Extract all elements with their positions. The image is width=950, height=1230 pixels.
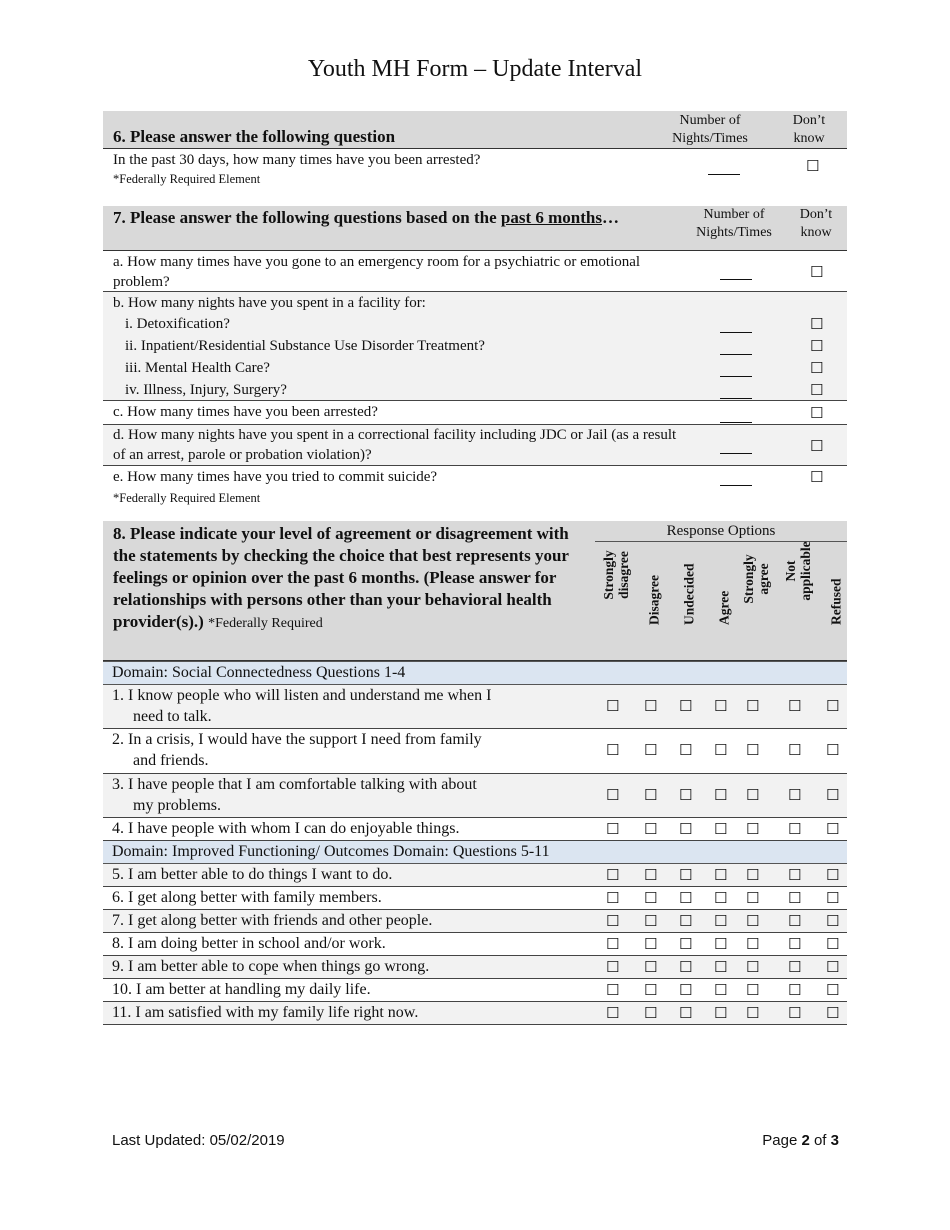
item-b-sub-ii: ii. Inpatient/Residential Substance Use Disorder Treatment? <box>125 338 485 354</box>
checkbox-refused[interactable]: ☐ <box>826 981 840 999</box>
section-7-item-d <box>103 425 847 466</box>
checkbox-refused[interactable]: ☐ <box>826 958 840 976</box>
checkbox-strongly-disagree[interactable]: ☐ <box>606 786 620 804</box>
number-input[interactable] <box>720 484 752 486</box>
checkbox-agree[interactable]: ☐ <box>714 981 728 999</box>
checkbox-refused[interactable]: ☐ <box>826 889 840 907</box>
checkbox-strongly-disagree[interactable]: ☐ <box>606 697 620 715</box>
col-dont-know: Don’t know <box>799 207 833 240</box>
checkbox-strongly-disagree[interactable]: ☐ <box>606 741 620 759</box>
dont-know-checkbox[interactable]: ☐ <box>810 359 824 377</box>
option-not-applicable-label: Not applicable <box>783 541 813 601</box>
col-number-of-nights: Number of Nights/Times <box>696 207 772 240</box>
checkbox-strongly-agree[interactable]: ☐ <box>746 935 760 953</box>
statement-text: 9. I am better able to cope when things go wrong. <box>112 958 430 975</box>
dont-know-checkbox[interactable]: ☐ <box>810 315 824 333</box>
dont-know-checkbox[interactable]: ☐ <box>810 468 824 486</box>
number-input[interactable] <box>720 421 752 423</box>
federal-note: *Federally Required Element <box>113 172 261 186</box>
checkbox-refused[interactable]: ☐ <box>826 1004 840 1022</box>
checkbox-disagree[interactable]: ☐ <box>644 981 658 999</box>
checkbox-disagree[interactable]: ☐ <box>644 697 658 715</box>
checkbox-strongly-agree[interactable]: ☐ <box>746 866 760 884</box>
checkbox-strongly-agree[interactable]: ☐ <box>746 912 760 930</box>
section-6-table <box>103 111 847 195</box>
section-8-header <box>103 521 847 661</box>
statement-row <box>103 685 847 729</box>
section-6-question: 6. Please answer the following question <box>113 127 396 146</box>
statement-row <box>103 956 847 979</box>
checkbox-undecided[interactable]: ☐ <box>679 697 693 715</box>
checkbox-disagree[interactable]: ☐ <box>644 958 658 976</box>
item-text: In the past 30 days, how many times have you been arrested? <box>113 152 481 168</box>
statement-row <box>103 910 847 933</box>
checkbox-refused[interactable]: ☐ <box>826 786 840 804</box>
number-input[interactable] <box>720 397 752 399</box>
checkbox-agree[interactable]: ☐ <box>714 889 728 907</box>
section-7-header <box>103 206 847 251</box>
dont-know-checkbox[interactable]: ☐ <box>810 337 824 355</box>
statement-text: 6. I get along better with family members. <box>112 889 382 906</box>
number-input[interactable] <box>720 375 752 377</box>
section-8-table <box>103 521 847 1025</box>
item-a-text: a. How many times have you gone to an emergency room for a psychiatric or emotional problem? <box>113 254 641 290</box>
statement-row <box>103 933 847 956</box>
page-title: Youth MH Form – Update Interval <box>307 56 643 82</box>
last-updated: Last Updated: 05/02/2019 <box>112 1132 285 1149</box>
checkbox-not-applicable[interactable]: ☐ <box>788 866 802 884</box>
col-dont-know: Don’t know <box>792 113 826 146</box>
statement-row <box>103 887 847 910</box>
checkbox-disagree[interactable]: ☐ <box>644 741 658 759</box>
checkbox-not-applicable[interactable]: ☐ <box>788 935 802 953</box>
checkbox-undecided[interactable]: ☐ <box>679 1004 693 1022</box>
checkbox-strongly-disagree[interactable]: ☐ <box>606 1004 620 1022</box>
item-b-sub-iii: iii. Mental Health Care? <box>125 360 270 376</box>
federal-note: *Federally Required <box>208 616 323 631</box>
checkbox-agree[interactable]: ☐ <box>714 820 728 838</box>
checkbox-strongly-disagree[interactable]: ☐ <box>606 889 620 907</box>
checkbox-disagree[interactable]: ☐ <box>644 935 658 953</box>
section-7-item-b <box>103 292 847 401</box>
question-start: 7. Please answer the following questions based on the <box>113 208 501 227</box>
checkbox-refused[interactable]: ☐ <box>826 741 840 759</box>
section-6-header <box>103 111 847 149</box>
number-input[interactable] <box>720 331 752 333</box>
option-undecided-label: Undecided <box>681 563 697 625</box>
checkbox-not-applicable[interactable]: ☐ <box>788 889 802 907</box>
statement-text: 3. I have people that I am comfortable talking with about my problems. <box>112 776 477 814</box>
option-strongly-agree-label: Strongly agree <box>741 554 771 604</box>
checkbox-strongly-disagree[interactable]: ☐ <box>606 981 620 999</box>
checkbox-agree[interactable]: ☐ <box>714 1004 728 1022</box>
checkbox-strongly-agree[interactable]: ☐ <box>746 1004 760 1022</box>
domain-header-functioning: Domain: Improved Functioning/ Outcomes Domain: Questions 5-11 <box>103 841 847 864</box>
option-disagree-label: Disagree <box>646 575 662 625</box>
checkbox-refused[interactable]: ☐ <box>826 697 840 715</box>
item-b-text: b. How many nights have you spent in a facility for: <box>113 295 426 311</box>
checkbox-strongly-agree[interactable]: ☐ <box>746 820 760 838</box>
dont-know-checkbox[interactable]: ☐ <box>810 263 824 281</box>
checkbox-undecided[interactable]: ☐ <box>679 958 693 976</box>
checkbox-undecided[interactable]: ☐ <box>679 866 693 884</box>
checkbox-strongly-agree[interactable]: ☐ <box>746 741 760 759</box>
number-input[interactable] <box>720 353 752 355</box>
checkbox-not-applicable[interactable]: ☐ <box>788 981 802 999</box>
option-strongly-disagree-label: Strongly disagree <box>601 550 631 600</box>
checkbox-disagree[interactable]: ☐ <box>644 889 658 907</box>
statement-row <box>103 864 847 887</box>
statement-row <box>103 979 847 1002</box>
checkbox-agree[interactable]: ☐ <box>714 786 728 804</box>
checkbox-disagree[interactable]: ☐ <box>644 866 658 884</box>
statement-text: 8. I am doing better in school and/or work. <box>112 935 386 952</box>
item-b-sub-i: i. Detoxification? <box>125 316 230 332</box>
checkbox-not-applicable[interactable]: ☐ <box>788 958 802 976</box>
checkbox-disagree[interactable]: ☐ <box>644 1004 658 1022</box>
checkbox-not-applicable[interactable]: ☐ <box>788 912 802 930</box>
domain-header-social: Domain: Social Connectedness Questions 1-4 <box>103 661 847 685</box>
number-input[interactable] <box>720 452 752 454</box>
checkbox-disagree[interactable]: ☐ <box>644 786 658 804</box>
checkbox-strongly-agree[interactable]: ☐ <box>746 958 760 976</box>
checkbox-not-applicable[interactable]: ☐ <box>788 741 802 759</box>
checkbox-not-applicable[interactable]: ☐ <box>788 820 802 838</box>
federal-note: *Federally Required Element <box>113 491 261 505</box>
checkbox-strongly-agree[interactable]: ☐ <box>746 981 760 999</box>
section-7-question <box>113 207 673 229</box>
checkbox-undecided[interactable]: ☐ <box>679 935 693 953</box>
checkbox-agree[interactable]: ☐ <box>714 958 728 976</box>
statement-text: 4. I have people with whom I can do enjoyable things. <box>112 820 460 837</box>
checkbox-agree[interactable]: ☐ <box>714 912 728 930</box>
checkbox-strongly-disagree[interactable]: ☐ <box>606 866 620 884</box>
dont-know-checkbox[interactable]: ☐ <box>810 404 824 422</box>
section-7-table <box>103 206 847 508</box>
checkbox-strongly-disagree[interactable]: ☐ <box>606 912 620 930</box>
dont-know-checkbox[interactable]: ☐ <box>810 381 824 399</box>
statement-text: 2. In a crisis, I would have the support I need from family and friends. <box>112 731 482 769</box>
checkbox-undecided[interactable]: ☐ <box>679 981 693 999</box>
statement-row <box>103 729 847 774</box>
checkbox-strongly-disagree[interactable]: ☐ <box>606 958 620 976</box>
option-refused-label: Refused <box>828 578 844 625</box>
checkbox-refused[interactable]: ☐ <box>826 820 840 838</box>
statement-text: 7. I get along better with friends and other people. <box>112 912 433 929</box>
checkbox-not-applicable[interactable]: ☐ <box>788 786 802 804</box>
checkbox-undecided[interactable]: ☐ <box>679 889 693 907</box>
checkbox-refused[interactable]: ☐ <box>826 866 840 884</box>
number-input[interactable] <box>708 173 740 175</box>
checkbox-disagree[interactable]: ☐ <box>644 912 658 930</box>
statement-text: 10. I am better at handling my daily life. <box>112 981 371 998</box>
checkbox-agree[interactable]: ☐ <box>714 866 728 884</box>
checkbox-undecided[interactable]: ☐ <box>679 912 693 930</box>
checkbox-undecided[interactable]: ☐ <box>679 786 693 804</box>
checkbox-agree[interactable]: ☐ <box>714 741 728 759</box>
question-end: … <box>601 208 619 227</box>
section-7-item-a <box>103 251 847 292</box>
checkbox-undecided[interactable]: ☐ <box>679 820 693 838</box>
statement-text: 5. I am better able to do things I want to do. <box>112 866 393 883</box>
checkbox-disagree[interactable]: ☐ <box>644 820 658 838</box>
checkbox-refused[interactable]: ☐ <box>826 935 840 953</box>
col-number-of-nights: Number of Nights/Times <box>672 113 748 146</box>
item-d-text: d. How many nights have you spent in a correctional facility including JDC or Jail (as a result of an arrest, parole or probation violation)? <box>113 427 677 463</box>
checkbox-refused[interactable]: ☐ <box>826 912 840 930</box>
section-8-question <box>113 523 591 635</box>
page-number: Page 2 of 3 <box>762 1132 839 1149</box>
statement-row <box>103 818 847 841</box>
number-input[interactable] <box>720 278 752 280</box>
question-text: 8. Please indicate your level of agreement or disagreement with the statements by checking the choice that best represents your feelings or opinion over the past 6 months. (Please answer for relationships with persons other than your behavioral health provider(s).) <box>113 524 569 631</box>
checkbox-agree[interactable]: ☐ <box>714 935 728 953</box>
option-agree-label: Agree <box>716 590 732 625</box>
statement-text: 1. I know people who will listen and understand me when I need to talk. <box>112 687 492 725</box>
checkbox-strongly-agree[interactable]: ☐ <box>746 697 760 715</box>
question-underlined: past 6 months <box>500 208 602 227</box>
dont-know-checkbox[interactable]: ☐ <box>810 437 824 455</box>
dont-know-checkbox[interactable]: ☐ <box>806 157 820 175</box>
response-options-label: Response Options <box>595 521 847 542</box>
section-6-item <box>103 149 847 195</box>
checkbox-strongly-disagree[interactable]: ☐ <box>606 820 620 838</box>
section-7-item-e <box>103 466 847 508</box>
item-e-text: e. How many times have you tried to commit suicide? <box>113 469 438 485</box>
checkbox-strongly-agree[interactable]: ☐ <box>746 786 760 804</box>
checkbox-undecided[interactable]: ☐ <box>679 741 693 759</box>
checkbox-not-applicable[interactable]: ☐ <box>788 697 802 715</box>
statement-text: 11. I am satisfied with my family life right now. <box>112 1004 419 1021</box>
item-c-text: c. How many times have you been arrested? <box>113 404 378 420</box>
statement-row <box>103 1002 847 1025</box>
statement-row <box>103 774 847 818</box>
checkbox-agree[interactable]: ☐ <box>714 697 728 715</box>
section-7-item-c <box>103 401 847 425</box>
checkbox-strongly-agree[interactable]: ☐ <box>746 889 760 907</box>
checkbox-strongly-disagree[interactable]: ☐ <box>606 935 620 953</box>
checkbox-not-applicable[interactable]: ☐ <box>788 1004 802 1022</box>
item-b-sub-iv: iv. Illness, Injury, Surgery? <box>125 382 287 398</box>
